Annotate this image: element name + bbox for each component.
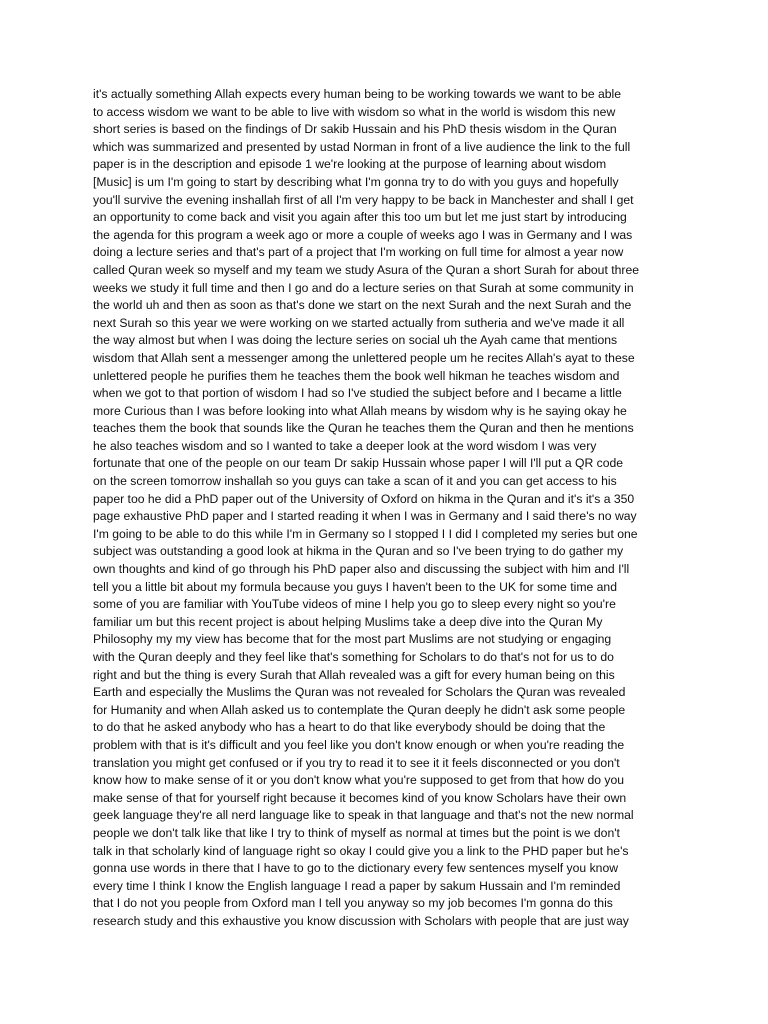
text-line: paper too he did a PhD paper out of the University of Oxford on hikma in the Quran and it's it's a 350: [93, 491, 635, 506]
text-line: paper is in the description and episode 1 we're looking at the purpose of learning about wisdom: [93, 157, 607, 172]
text-line: translation you might get confused or if you try to read it to see it it feels disconnected or you don't: [93, 755, 620, 770]
transcript-text-block: [93, 86, 683, 931]
text-line: tell you a little bit about my formula because you guys I haven't been to the UK for some time and: [93, 579, 617, 594]
text-line: subject was outstanding a good look at hikma in the Quran and so I've been trying to do gather my: [93, 544, 624, 559]
text-line: own thoughts and kind of go through his PhD paper also and discussing the subject with him and I'll: [93, 562, 630, 577]
text-line: talk in that scholarly kind of language right so okay I could give you a link to the PHD paper but he's: [93, 843, 629, 858]
text-line: which was summarized and presented by ustad Norman in front of a live audience the link to the full: [93, 139, 631, 154]
text-line: when we got to that portion of wisdom I had so I've studied the subject before and I became a little: [93, 386, 622, 401]
text-line: people we don't talk like that like I try to think of myself as normal at times but the point is we don't: [93, 825, 620, 840]
text-line: on the screen tomorrow inshallah so you guys can take a scan of it and you can get access to his: [93, 474, 617, 489]
text-line: to access wisdom we want to be able to live with wisdom so what in the world is wisdom this new: [93, 104, 616, 119]
text-line: the world uh and then as soon as that's done we start on the next Surah and the next Surah and the: [93, 298, 632, 313]
text-line: you'll survive the evening inshallah first of all I'm very happy to be back in Manchester and shall I get: [93, 192, 634, 207]
text-line: to do that he asked anybody who has a heart to do that like everybody should be doing that the: [93, 720, 606, 735]
text-line: some of you are familiar with YouTube videos of mine I help you go to sleep every night so you're: [93, 597, 616, 612]
text-line: research study and this exhaustive you know discussion with Scholars with people that are just way: [93, 913, 629, 928]
text-line: know how to make sense of it or you don't know what you're supposed to get from that how do you: [93, 773, 625, 788]
text-line: gonna use words in there that I have to go to the dictionary every few sentences myself you know: [93, 861, 619, 876]
text-line: unlettered people he purifies them he teaches them the book well hikman he teaches wisdom and: [93, 368, 620, 383]
text-line: the way almost but when I was doing the lecture series on social uh the Ayah came that mentions: [93, 333, 618, 348]
text-line: wisdom that Allah sent a messenger among the unlettered people um he recites Allah's ayat to these: [93, 350, 635, 365]
text-line: familiar um but this recent project is about helping Muslims take a deep dive into the Quran My: [93, 614, 603, 629]
text-line: teaches them the book that sounds like the Quran he teaches them the Quran and then he mentions: [93, 421, 634, 436]
text-line: an opportunity to come back and visit you again after this too um but let me just start by introducing: [93, 210, 627, 225]
text-line: Philosophy my my view has become that for the most part Muslims are not studying or engaging: [93, 632, 612, 647]
text-line: the agenda for this program a week ago or more a couple of weeks ago I was in Germany and I was: [93, 227, 633, 242]
text-line: with the Quran deeply and they feel like that's something for Scholars to do that's not for us to do: [93, 650, 614, 664]
text-line: doing a lecture series and that's part of a project that I'm working on full time for almost a year now: [93, 245, 624, 260]
text-line: Earth and especially the Muslims the Quran was not revealed for Scholars the Quran was revealed: [93, 685, 626, 700]
text-line: called Quran week so myself and my team we study Asura of the Quran a short Surah for about three: [93, 262, 640, 277]
text-line: that I do not you people from Oxford man I tell you anyway so my job becomes I'm gonna do this: [93, 896, 613, 911]
text-line: more Curious than I was before looking into what Allah means by wisdom why is he saying okay he: [93, 403, 627, 418]
text-line: right and but the thing is every Surah that Allah revealed was a gift for every human being on this: [93, 667, 615, 682]
text-line: for Humanity and when Allah asked us to contemplate the Quran deeply he didn't ask some people: [93, 702, 626, 717]
text-line: every time I think I know the English language I read a paper by sakum Hussain and I'm reminded: [93, 878, 621, 893]
text-line: problem with that is it's difficult and you feel like you don't know enough or when you're reading the: [93, 737, 625, 752]
text-line: next Surah so this year we were working on we started actually from sutheria and we've made it all: [93, 315, 625, 330]
text-line: geek language they're all nerd language like to speak in that language and that's not the new normal: [93, 808, 634, 823]
text-line: I'm going to be able to do this while I'm in Germany so I stopped I I did I completed my series but one: [93, 526, 638, 541]
text-line: he also teaches wisdom and so I wanted to take a deeper look at the word wisdom I was very: [93, 438, 597, 453]
text-line: it's actually something Allah expects every human being to be working towards we want to be able: [93, 87, 622, 101]
text-line: make sense of that for yourself right because it becomes kind of you know Scholars have their own: [93, 790, 627, 805]
text-line: short series is based on the findings of Dr sakib Hussain and his PhD thesis wisdom in the Quran: [93, 122, 617, 137]
text-line: fortunate that one of the people on our team Dr sakip Hussain whose paper I will I'll put a QR code: [93, 456, 624, 471]
text-line: [Music] is um I'm going to start by describing what I'm gonna try to do with you guys and hopefully: [93, 174, 619, 189]
text-line: weeks we study it full time and then I go and do a lecture series on that Surah at some community in: [93, 280, 634, 295]
text-line: page exhaustive PhD paper and I started reading it when I was in Germany and I said there's no way: [93, 509, 637, 524]
